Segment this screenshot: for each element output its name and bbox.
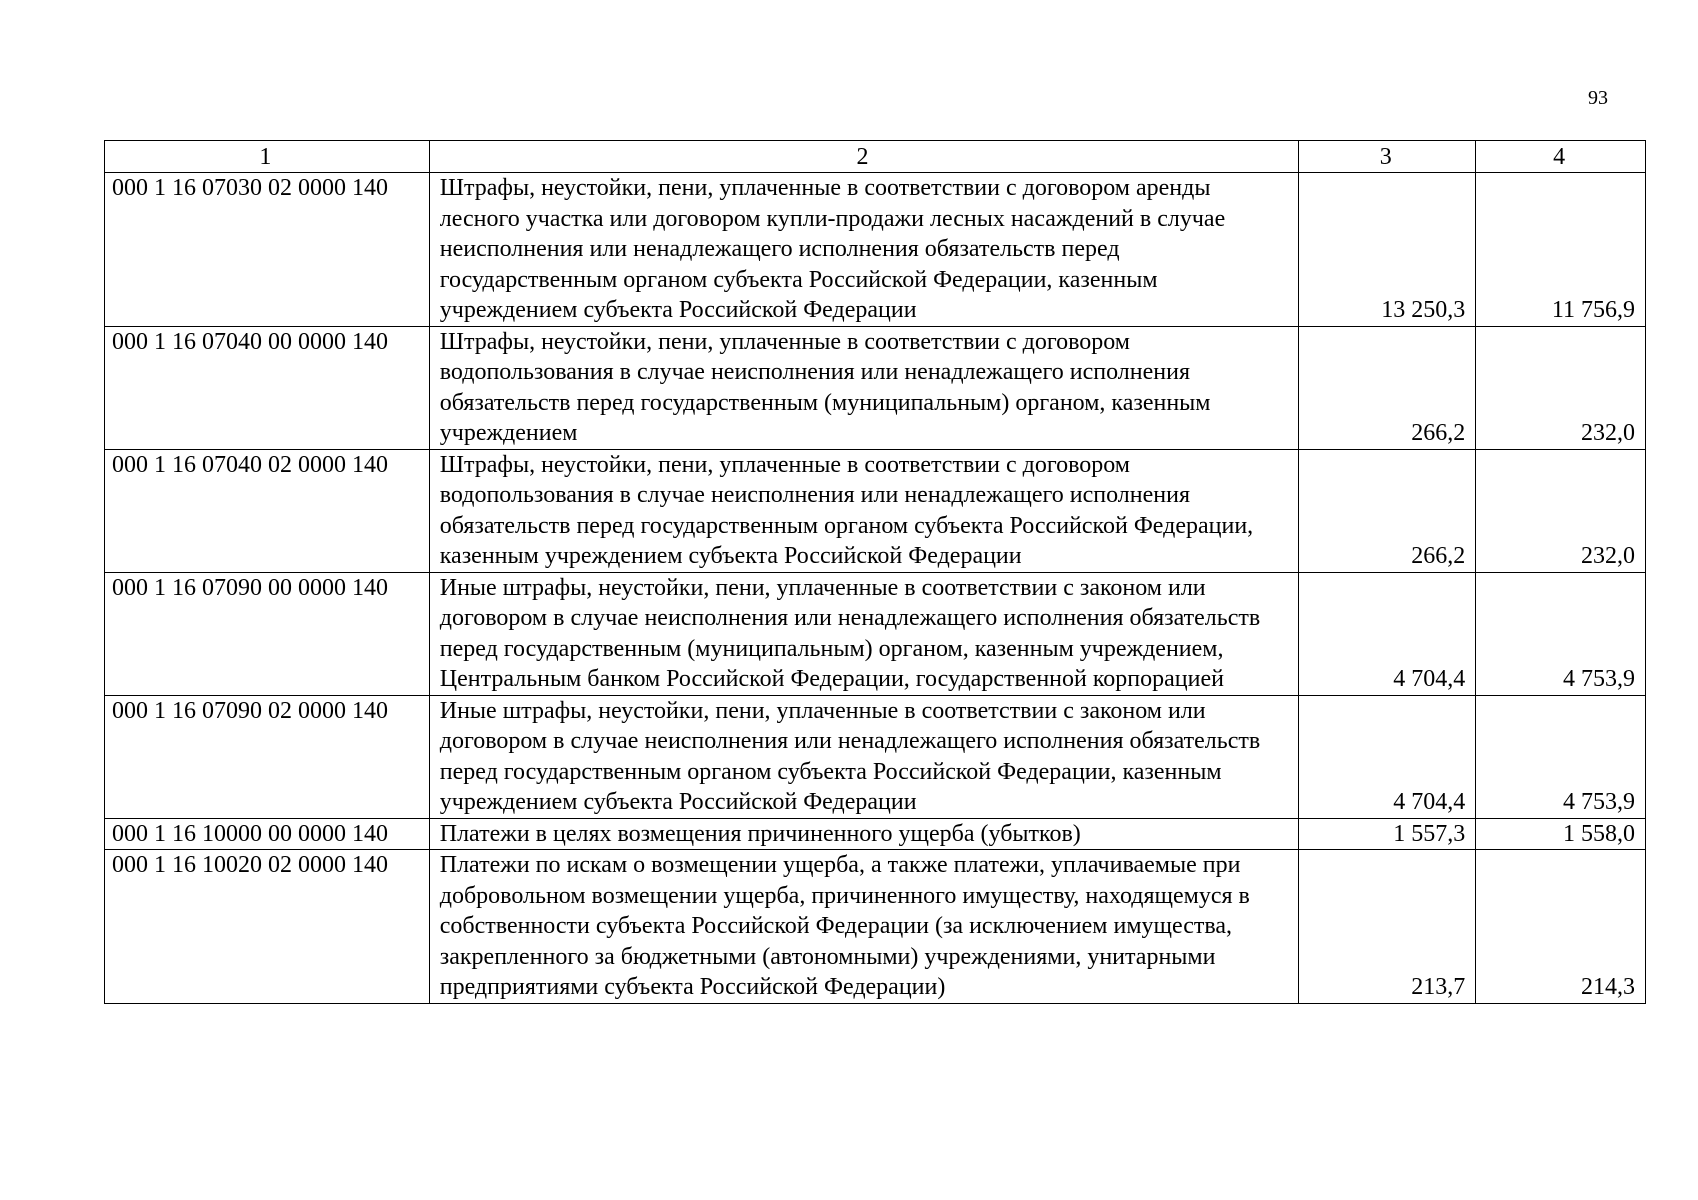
budget-code-cell: 000 1 16 07040 00 0000 140 (105, 326, 430, 449)
value-column-4-cell: 4 753,9 (1476, 695, 1646, 818)
item-name-cell: Штрафы, неустойки, пени, уплаченные в соответствии с договором водопользования в случае неисполнения или ненадлежащего исполнения обязательств перед государственным органом субъекта Российской Федерации, казенным учреждением субъекта Российской Федерации (429, 449, 1298, 572)
column-header-4: 4 (1476, 141, 1646, 173)
table-row (105, 326, 1646, 449)
table-row (105, 572, 1646, 695)
value-column-4-cell: 232,0 (1476, 326, 1646, 449)
table-row (105, 695, 1646, 818)
item-name-cell: Иные штрафы, неустойки, пени, уплаченные в соответствии с законом или договором в случае неисполнения или ненадлежащего исполнения обязательств перед государственным органом субъекта Российской Федерации, казенным учреждением субъекта Российской Федерации (429, 695, 1298, 818)
item-name-cell: Платежи по искам о возмещении ущерба, а также платежи, уплачиваемые при добровольном возмещении ущерба, причиненного имуществу, находящемуся в собственности субъекта Российской Федерации (за исключением имущества, закрепленного за бюджетными (автономными) учреждениями, унитарными предприятиями субъекта Российской Федерации) (429, 850, 1298, 1004)
item-name-cell: Платежи в целях возмещения причиненного ущерба (убытков) (429, 818, 1298, 850)
value-column-4-cell: 4 753,9 (1476, 572, 1646, 695)
column-header-1: 1 (105, 141, 430, 173)
budget-revenue-table (104, 140, 1646, 1004)
column-header-2: 2 (429, 141, 1298, 173)
item-name-cell: Иные штрафы, неустойки, пени, уплаченные в соответствии с законом или договором в случае неисполнения или ненадлежащего исполнения обязательств перед государственным (муниципальным) органом, казенным учреждением, Центральным банком Российской Федерации, государственной корпорацией (429, 572, 1298, 695)
column-header-3: 3 (1299, 141, 1476, 173)
value-column-4-cell: 1 558,0 (1476, 818, 1646, 850)
budget-code-cell: 000 1 16 10020 02 0000 140 (105, 850, 430, 1004)
budget-code-cell: 000 1 16 07040 02 0000 140 (105, 449, 430, 572)
budget-code-cell: 000 1 16 10000 00 0000 140 (105, 818, 430, 850)
table-row (105, 818, 1646, 850)
item-name-cell: Штрафы, неустойки, пени, уплаченные в соответствии с договором аренды лесного участка или договором купли-продажи лесных насаждений в случае неисполнения или ненадлежащего исполнения обязательств перед государственным органом субъекта Российской Федерации, казенным учреждением субъекта Российской Федерации (429, 173, 1298, 327)
value-column-4-cell: 214,3 (1476, 850, 1646, 1004)
budget-code-cell: 000 1 16 07030 02 0000 140 (105, 173, 430, 327)
value-column-3-cell: 213,7 (1299, 850, 1476, 1004)
budget-code-cell: 000 1 16 07090 00 0000 140 (105, 572, 430, 695)
value-column-3-cell: 13 250,3 (1299, 173, 1476, 327)
table-row (105, 449, 1646, 572)
item-name-cell: Штрафы, неустойки, пени, уплаченные в соответствии с договором водопользования в случае неисполнения или ненадлежащего исполнения обязательств перед государственным (муниципальным) органом, казенным учреждением (429, 326, 1298, 449)
table-row (105, 173, 1646, 327)
value-column-3-cell: 1 557,3 (1299, 818, 1476, 850)
value-column-4-cell: 232,0 (1476, 449, 1646, 572)
value-column-3-cell: 266,2 (1299, 449, 1476, 572)
value-column-3-cell: 4 704,4 (1299, 572, 1476, 695)
value-column-4-cell: 11 756,9 (1476, 173, 1646, 327)
value-column-3-cell: 4 704,4 (1299, 695, 1476, 818)
budget-code-cell: 000 1 16 07090 02 0000 140 (105, 695, 430, 818)
table-row (105, 850, 1646, 1004)
table-header-row (105, 141, 1646, 173)
value-column-3-cell: 266,2 (1299, 326, 1476, 449)
page-number: 93 (1588, 87, 1608, 109)
